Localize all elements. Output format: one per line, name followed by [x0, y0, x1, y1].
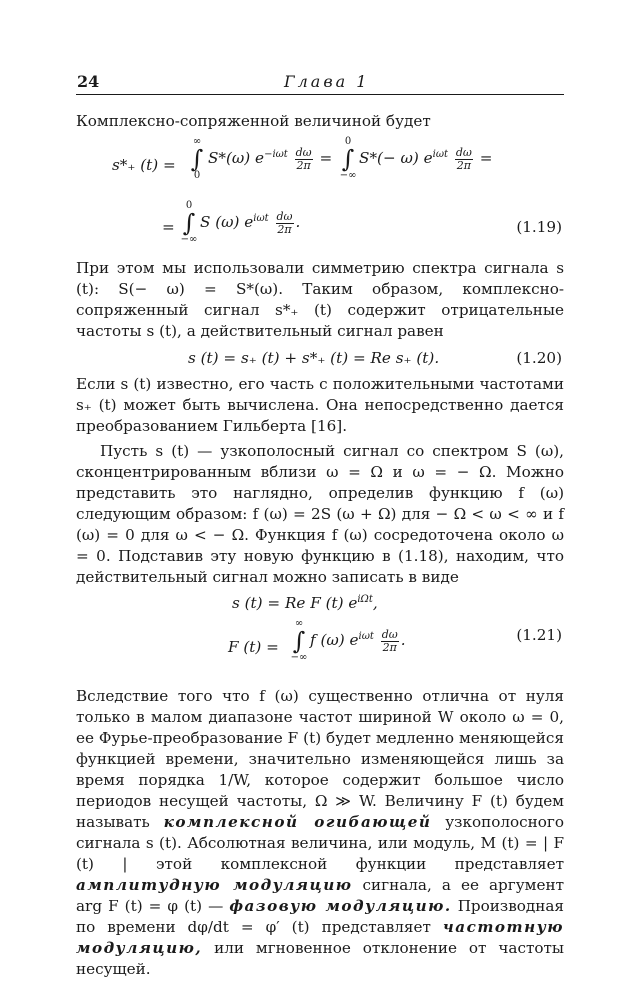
- integral-sign: ∞ ∫ −∞: [290, 618, 308, 663]
- chapter-title: Глава 1: [284, 72, 370, 91]
- term-phase-modulation: фазовую модуляцию.: [229, 897, 452, 915]
- fraction: $\frac{d\omega}{2\pi}$: [295, 145, 312, 172]
- fraction: $\frac{d\omega}{2\pi}$: [455, 145, 472, 172]
- equation-number: (1.19): [516, 218, 562, 236]
- term-amplitude-modulation: амплитудную модуляцию: [76, 876, 353, 894]
- equation-1-21-line-1: s (t) = Re F (t) $e^{i\Omega t}$,: [232, 594, 378, 613]
- equation-number: (1.20): [516, 349, 562, 367]
- hilbert-paragraph: Если s (t) известно, его часть с положительными частотами s₊ (t) может быть вычислена. Она непосредственно дается преобразованием Гильберта [16].: [76, 375, 564, 435]
- term-frequency-modulation: частотную модуляцию,: [76, 918, 564, 957]
- term-complex-envelope: комплексной огибающей: [163, 813, 432, 831]
- equation-1-20: s (t) = s₊ (t) + s*₊ (t) = Re s₊ (t). (1.20): [188, 349, 562, 367]
- intro-paragraph: Комплексно-сопряженной величиной будет: [76, 112, 431, 130]
- equation-1-21-line-2: F (t) = ∞ ∫ −∞ f (ω) $e^{i\omega t}$ $\frac{d\omega}{2\pi}$ . (1.21): [228, 618, 562, 663]
- running-header: [76, 70, 564, 95]
- book-page: [76, 70, 564, 980]
- integral-sign: ∞ ∫ 0: [190, 136, 204, 181]
- integral-sign: 0 ∫ −∞: [180, 200, 198, 245]
- narrowband-paragraph: Пусть s (t) — узкополосный сигнал со спектром S (ω), сконцентрированным вблизи ω = Ω и ω = − Ω. Можно представить это наглядно, определив функцию f (ω) следующим образом: f (ω) = 2S (ω + Ω) для − Ω < ω < ∞ и f (ω) = 0 для ω < − Ω. Функция f (ω) сосредоточена около ω = 0. Подставив эту новую функцию в (1.18), находим, что действительный сигнал можно записать в виде: [76, 442, 564, 586]
- fraction: $\frac{d\omega}{2\pi}$: [276, 209, 293, 236]
- symmetry-paragraph: При этом мы использовали симметрию спектра сигнала s (t): S(− ω) = S*(ω). Таким образом, комплексно-сопряженный сигнал s*₊ (t) содержит отрицательные частоты s (t), а действительный сигнал равен: [76, 259, 564, 340]
- fraction: $\frac{d\omega}{2\pi}$: [381, 627, 398, 654]
- equation-1-19-line-1: s*₊ (t) = ∞ ∫ 0 S*(ω) $e^{-i\omega t}$ $\frac{d\omega}{2\pi}$ = 0 ∫ −∞ S*(− ω) $e^{i\omega t}$ $\frac{d\omega}{2\pi}$ =: [112, 136, 493, 181]
- page-number: 24: [77, 72, 100, 91]
- equation-1-19-line-2: = 0 ∫ −∞ S (ω) $e^{i\omega t}$ $\frac{d\omega}{2\pi}$ . (1.19): [162, 200, 562, 245]
- envelope-paragraph: Вследствие того что f (ω) существенно отлична от нуля только в малом диапазоне частот шириной W около ω = 0, ее Фурье-преобразование F (t) будет медленно меняющейся функцией времени, значительно изменяющейся лишь за время порядка 1/W, которое содержит большое число периодов несущей частоты, Ω ≫ W. Величину F (t) будем называть комплексной огибающей узкополосного сигнала s (t). Абсолютная величина, или модуль, M (t) = | F (t) | этой комплексной функции представляет амплитудную модуляцию сигнала, а ее аргумент arg F (t) = φ (t) — фазовую модуляцию. Производная по времени dφ/dt = φ′ (t) представляет частотную модуляцию, или мгновенное отклонение от частоты несущей.: [76, 687, 565, 978]
- integral-sign: 0 ∫ −∞: [339, 136, 357, 181]
- equation-number: (1.21): [516, 626, 562, 644]
